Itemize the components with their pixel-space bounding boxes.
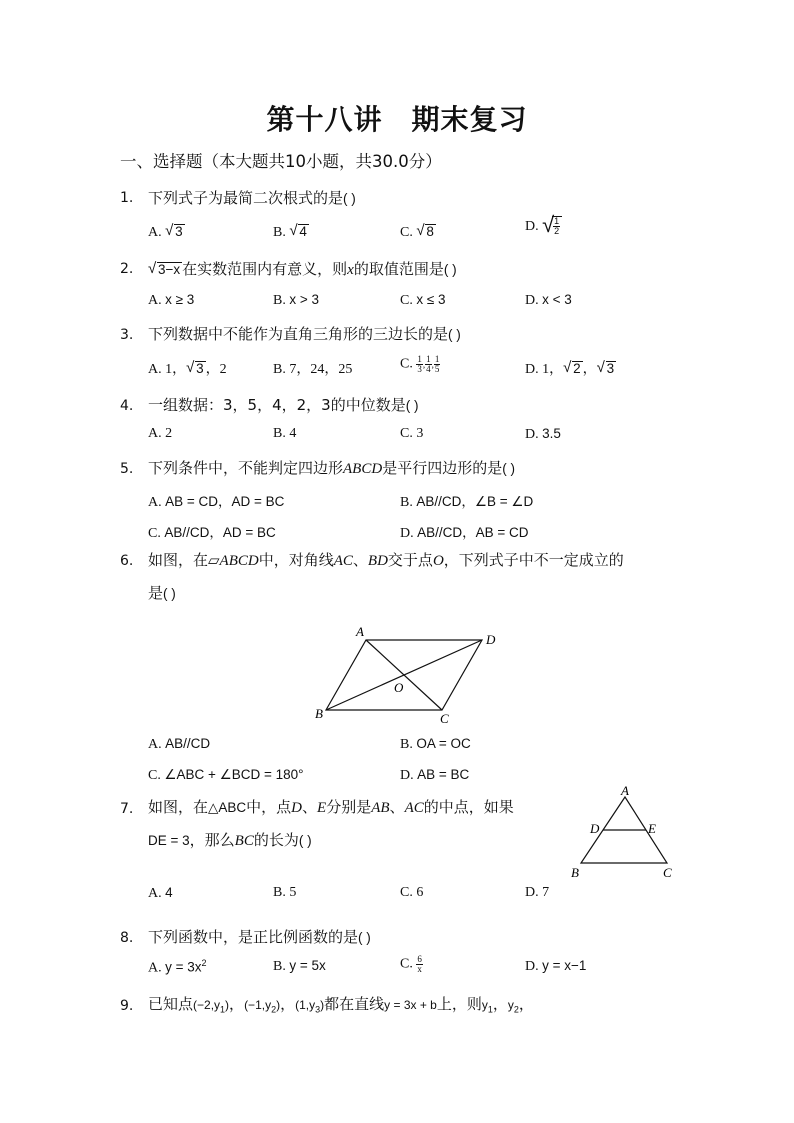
option-a[interactable] <box>148 292 194 309</box>
option-c[interactable] <box>400 292 446 309</box>
option-d[interactable] <box>525 292 572 309</box>
triangle-symbol: △ABC <box>208 800 247 815</box>
option-value: AB = BC <box>417 767 470 782</box>
option-label: D. <box>525 959 539 974</box>
option-label: A. 1， <box>148 362 187 377</box>
variable: x <box>347 262 354 278</box>
denominator: x <box>417 964 422 974</box>
option-b[interactable] <box>273 292 319 309</box>
question-text <box>148 394 418 415</box>
question-stem: 中，对角线 <box>258 551 334 569</box>
option-value: AB//CD，AB = CD <box>417 525 529 540</box>
y2-symbol <box>507 998 519 1015</box>
option-value: 4 <box>165 885 173 900</box>
variable: AC <box>333 553 353 569</box>
variable: ABCD <box>343 461 383 477</box>
option-value: y = 5x <box>289 958 326 973</box>
option-label: B. <box>273 959 286 974</box>
option-b[interactable] <box>273 224 309 241</box>
option-label: B. <box>273 293 286 308</box>
question-stem: 一组数据：3，5，4，2，3的中位数是 <box>148 396 406 414</box>
point-text: (1,y <box>295 998 316 1012</box>
radicand: 4 <box>299 224 307 239</box>
option-a[interactable] <box>148 490 284 511</box>
sqrt-expression: √ 8 <box>416 222 434 239</box>
option-label: B. <box>273 225 286 240</box>
point-3 <box>295 998 325 1015</box>
option-label: C. <box>400 356 413 372</box>
option-value: AB//CD，AD = BC <box>164 525 276 540</box>
variable: O <box>432 553 444 569</box>
option-label: C. <box>148 768 161 783</box>
sqrt-expression: √ 4 <box>289 222 307 239</box>
option-b[interactable]: B. 5 <box>273 885 297 900</box>
point-1 <box>193 998 230 1015</box>
option-c[interactable] <box>400 955 423 974</box>
separator: ， <box>582 362 597 377</box>
answer-paren: ( ) <box>443 262 457 277</box>
denominator: 3 <box>417 364 422 374</box>
separator: ， <box>280 995 296 1013</box>
vertex-label-c: C <box>663 865 672 880</box>
option-c[interactable] <box>148 521 276 542</box>
option-value: 3.5 <box>542 426 561 441</box>
variable: BD <box>367 553 388 569</box>
fraction <box>416 955 423 974</box>
option-value: x ≤ 3 <box>416 292 446 307</box>
numerator: 1 <box>554 216 560 226</box>
variable: ABCD <box>219 553 259 569</box>
option-value: x ≥ 3 <box>165 292 195 307</box>
option-b[interactable]: B. 7，24，25 <box>273 362 353 377</box>
subscript: 1 <box>487 1004 493 1015</box>
question-text <box>148 457 515 478</box>
variable: y <box>481 998 488 1012</box>
denominator: 4 <box>426 364 431 374</box>
subscript: 2 <box>271 1004 277 1015</box>
question-text <box>148 796 514 817</box>
radicand: 3 <box>196 361 204 376</box>
question-text <box>148 258 457 279</box>
question-number: 5. <box>120 461 134 477</box>
option-d[interactable] <box>525 358 616 378</box>
sqrt-expression: √ 3 <box>186 359 204 376</box>
option-label: A. <box>148 225 162 240</box>
question-number: 4. <box>120 398 134 414</box>
separator: 、 <box>302 798 318 816</box>
option-d[interactable] <box>525 212 562 237</box>
sqrt-expression: √ 3 <box>165 222 183 239</box>
variable: y <box>507 998 514 1012</box>
vertex-label-a: A <box>356 624 364 639</box>
option-label: D. <box>525 293 539 308</box>
question-stem: ，那么 <box>189 831 235 849</box>
question-number: 6. <box>120 553 134 569</box>
option-d[interactable] <box>525 426 561 443</box>
option-value: ∠ABC + ∠BCD = 180° <box>164 767 304 782</box>
option-label: C. <box>400 293 413 308</box>
option-b[interactable] <box>400 736 471 753</box>
point-text: (−2,y <box>193 998 221 1012</box>
subscript: 1 <box>220 1004 226 1015</box>
question-stem: 分别是 <box>326 798 372 816</box>
option-a[interactable]: A. 2 <box>148 426 173 441</box>
question-number: 8. <box>120 930 134 946</box>
numerator: 1 <box>417 354 422 364</box>
option-value: AB//CD <box>165 736 211 751</box>
question-number: 9. <box>120 998 134 1014</box>
subscript: 2 <box>513 1004 519 1015</box>
option-label: D. 1， <box>525 362 564 377</box>
option-c[interactable] <box>148 767 304 784</box>
option-b[interactable]: B. 4 <box>273 426 297 441</box>
question-text-line2 <box>148 829 312 850</box>
subscript: 3 <box>315 1004 321 1015</box>
option-label: D. <box>400 526 414 541</box>
option-value: y = x−1 <box>542 958 587 973</box>
option-label: C. <box>400 956 413 972</box>
exponent: 2 <box>201 958 207 968</box>
question-text <box>148 323 461 344</box>
option-value: AB//CD，∠B = ∠D <box>416 494 534 509</box>
variable: E <box>317 800 327 816</box>
vertex-label-a: A <box>621 785 629 798</box>
point-2 <box>244 998 281 1015</box>
point-text: ) <box>225 998 230 1012</box>
sqrt-expression: √ 3 <box>596 359 615 376</box>
question-text <box>148 187 356 208</box>
question-number: 3. <box>120 327 134 343</box>
question-text-line2 <box>148 582 176 603</box>
numerator: 6 <box>417 954 422 964</box>
answer-paren: ( ) <box>163 586 176 601</box>
answer-paren: ( ) <box>448 327 461 342</box>
denominator: 2 <box>554 226 560 236</box>
answer-paren: ( ) <box>502 461 515 476</box>
option-c[interactable]: C. 3 <box>400 426 424 441</box>
answer-paren: ( ) <box>358 930 371 945</box>
question-stem: 的长为 <box>253 831 299 849</box>
question-stem: 已知点 <box>148 995 194 1013</box>
option-a[interactable] <box>148 958 207 977</box>
option-value: x > 3 <box>289 292 319 307</box>
vertex-label-b: B <box>315 706 323 721</box>
point-text: ) <box>276 998 281 1012</box>
question-stem: 如图，在 <box>148 798 209 816</box>
vertex-label-c: C <box>440 711 449 726</box>
y1-symbol <box>481 998 493 1015</box>
variable: AC <box>404 800 424 816</box>
question-stem-2: 是平行四边形的是 <box>382 459 503 477</box>
point-text: (−1,y <box>244 998 272 1012</box>
question-stem: 是 <box>148 584 164 602</box>
section-heading: 一、选择题（本大题共10小题，共30.0分） <box>120 152 442 171</box>
question-text <box>148 549 624 570</box>
option-c[interactable] <box>400 224 436 241</box>
option-d[interactable] <box>525 958 586 975</box>
option-label: D. <box>400 768 414 783</box>
option-label: A. <box>148 293 162 308</box>
question-stem: 的中点，如果 <box>423 798 514 816</box>
option-d[interactable]: D. 7 <box>525 885 550 900</box>
point-label-e: E <box>648 821 656 836</box>
option-d[interactable] <box>400 521 529 542</box>
option-label: C. <box>400 225 413 240</box>
separator: 、 <box>352 551 368 569</box>
sqrt-expression: √ 2 <box>563 359 581 376</box>
answer-paren: ( ) <box>405 398 419 413</box>
fraction <box>434 355 441 374</box>
numerator: 1 <box>426 354 431 364</box>
radicand: 3 <box>606 361 615 376</box>
question-number: 7. <box>120 801 134 817</box>
point-text: ) <box>320 998 325 1012</box>
option-b[interactable] <box>273 958 326 975</box>
sqrt-expression: √ $\frac{1}{2}$ <box>542 216 562 236</box>
separator: ， <box>518 995 534 1013</box>
question-stem: 中，点 <box>246 798 292 816</box>
option-value: x < 3 <box>542 292 572 307</box>
separator: ， <box>492 995 508 1013</box>
option-a[interactable] <box>148 885 173 902</box>
question-stem: 下列函数中，是正比例函数的是 <box>148 928 359 946</box>
triangle-figure <box>565 785 685 883</box>
question-stem: ，下列式子中不一定成立的 <box>443 551 624 569</box>
option-value: OA = OC <box>416 736 471 751</box>
option-label: A. <box>148 960 162 976</box>
question-stem: 上，则 <box>436 995 482 1013</box>
question-stem: 在实数范围内有意义，则 <box>182 260 348 278</box>
radicand: 3 <box>175 224 183 239</box>
sqrt-expression: √ 3−x <box>148 260 181 277</box>
option-a[interactable] <box>148 224 185 241</box>
variable: AB <box>371 800 390 816</box>
radicand: 8 <box>426 224 434 239</box>
option-label: B. <box>400 495 413 510</box>
option-value: AB = CD，AD = BC <box>165 494 285 509</box>
question-stem: 下列条件中，不能判定四边形 <box>148 459 344 477</box>
vertex-label-b: B <box>571 865 579 880</box>
option-d[interactable] <box>400 767 469 784</box>
page-title: 第十八讲 期末复习 <box>266 103 528 136</box>
option-label: B. <box>400 737 413 752</box>
option-value: y = 3x <box>165 959 202 975</box>
line-equation: y = 3x + b <box>384 998 437 1012</box>
option-label: D. <box>525 219 539 235</box>
option-c[interactable]: C. $\frac{1}{3}$ , $\frac{1}{4}$ , $\frac{1}{5}$ <box>400 354 440 374</box>
option-label: D. <box>525 427 539 442</box>
option-label: C. <box>148 526 161 541</box>
point-label-d: D <box>590 821 600 836</box>
option-label: A. <box>148 737 162 752</box>
equation: DE = 3 <box>148 833 190 848</box>
question-number: 1. <box>120 190 134 206</box>
separator: 、 <box>389 798 405 816</box>
separator: ， <box>229 995 245 1013</box>
answer-paren: ( ) <box>343 191 356 206</box>
question-stem: 都在直线 <box>324 995 385 1013</box>
question-stem: 下列数据中不能作为直角三角形的三边长的是 <box>148 325 449 343</box>
option-c[interactable]: C. 6 <box>400 885 424 900</box>
radicand: 3−x <box>158 262 181 277</box>
variable: D <box>291 800 303 816</box>
option-label: A. <box>148 886 162 901</box>
question-stem-2: 的取值范围是 <box>353 260 444 278</box>
option-label: A. <box>148 495 162 510</box>
question-text <box>148 926 371 947</box>
option-a[interactable] <box>148 358 227 378</box>
option-tail: ，2 <box>205 362 227 377</box>
option-a[interactable] <box>148 736 210 753</box>
question-text <box>148 993 534 1014</box>
numerator: 1 <box>434 354 440 364</box>
parallelogram-figure <box>300 620 510 730</box>
question-stem: 交于点 <box>387 551 433 569</box>
option-b[interactable] <box>400 490 533 511</box>
radicand: 2 <box>573 361 581 376</box>
center-label-o: O <box>394 680 404 695</box>
question-number: 2. <box>120 261 134 277</box>
answer-paren: ( ) <box>298 833 312 848</box>
question-stem: 如图，在▱ <box>148 551 220 569</box>
question-stem: 下列式子为最简二次根式的是 <box>148 189 344 207</box>
denominator: 5 <box>434 364 440 374</box>
vertex-label-d: D <box>486 632 496 647</box>
variable: BC <box>234 833 254 849</box>
